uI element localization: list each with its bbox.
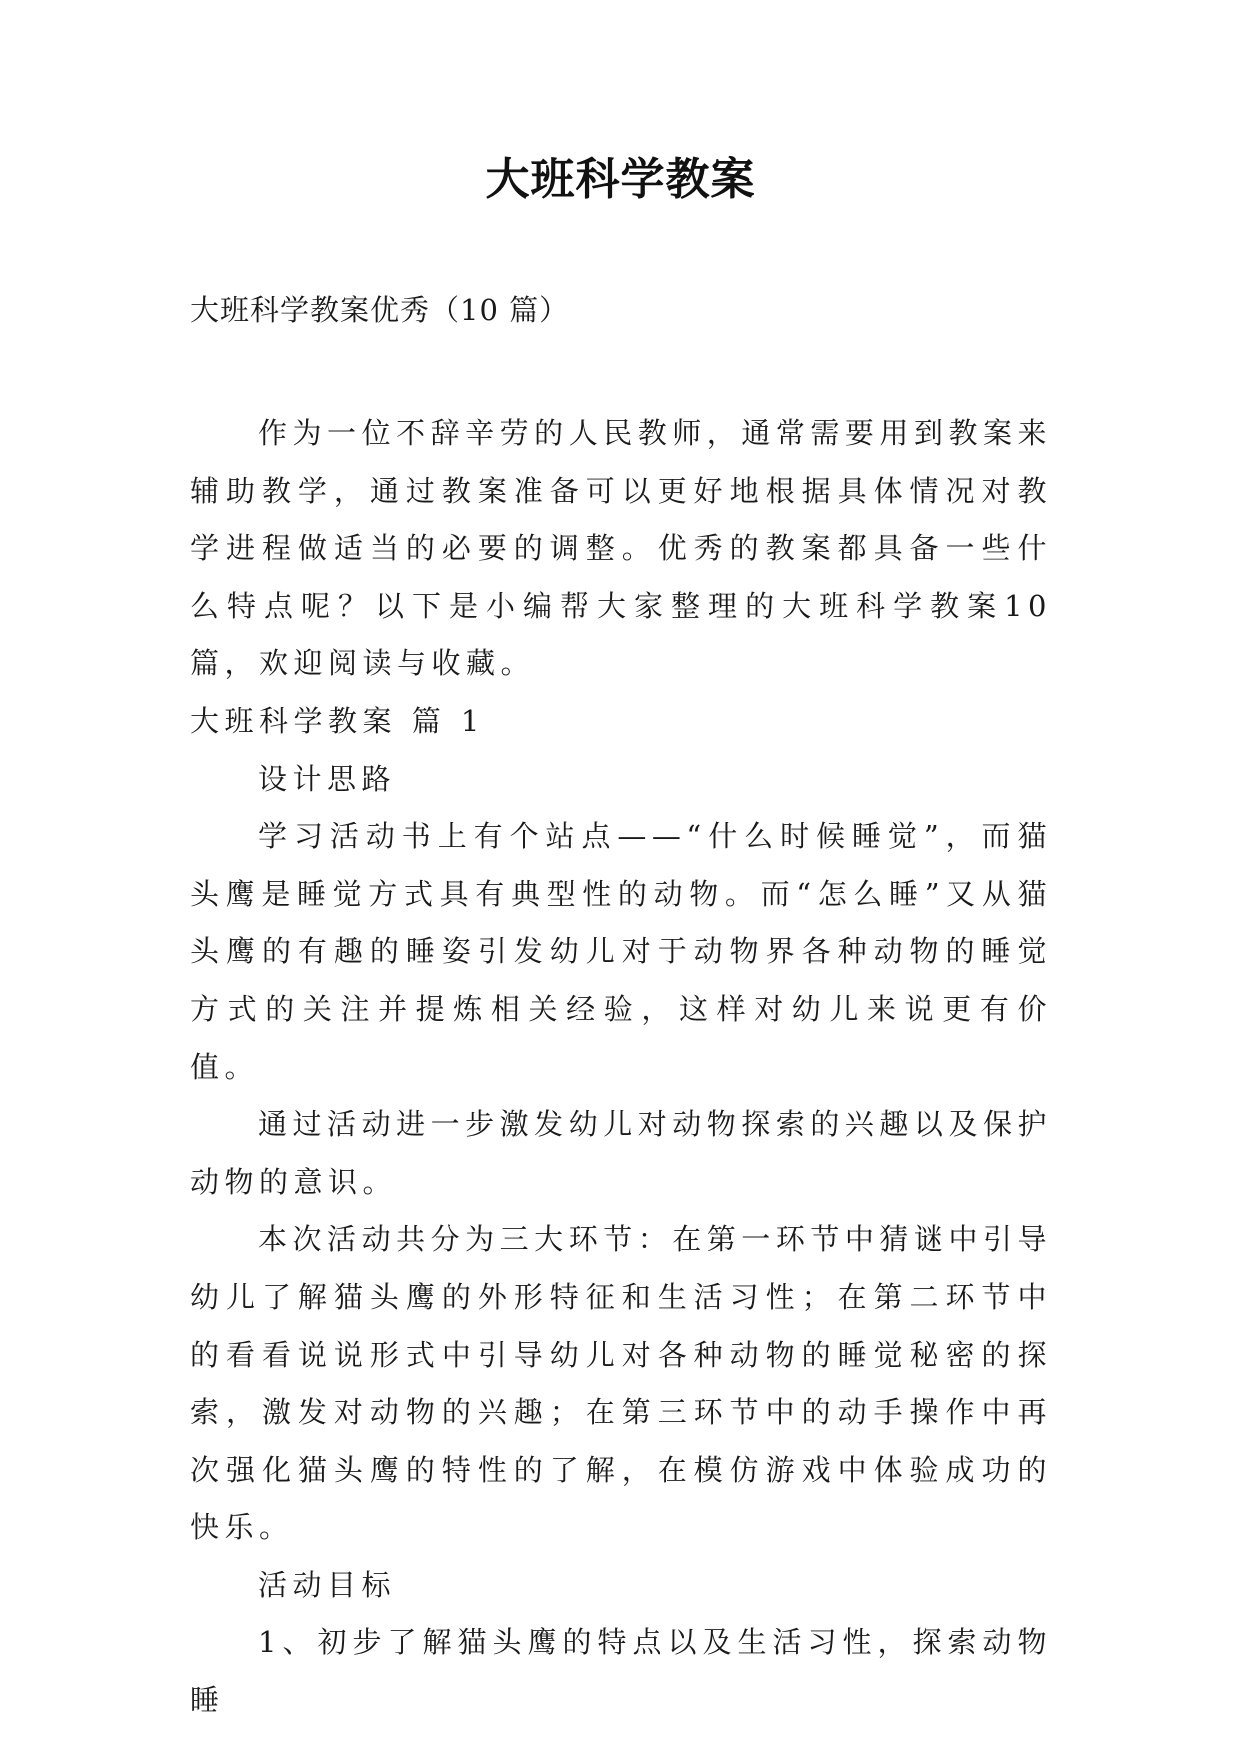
design-paragraph-2: 通过活动进一步激发幼儿对动物探索的兴趣以及保护动物的意识。: [190, 1107, 1052, 1199]
goal-item-1: 1、初步了解猫头鹰的特点以及生活习性，探索动物睡: [190, 1625, 1052, 1718]
intro-paragraph: 作为一位不辞辛劳的人民教师，通常需要用到教案来辅助教学，通过教案准备可以更好地根据具体情况对教学进程做适当的必要的调整。优秀的教案都具备一些什么特点呢？以下是小编帮大家整理的大班科学教案10 篇，欢迎阅读与收藏。: [190, 416, 1052, 681]
section-heading: 大班科学教案 篇 1: [190, 703, 485, 738]
document-subtitle: 大班科学教案优秀（10 篇）: [190, 293, 570, 327]
document-title: 大班科学教案: [485, 154, 756, 205]
design-heading: 设计思路: [258, 761, 397, 796]
goals-heading: 活动目标: [258, 1567, 397, 1602]
document-body: [190, 405, 1052, 1730]
design-paragraph-3: 本次活动共分为三大环节：在第一环节中猜谜中引导幼儿了解猫头鹰的外形特征和生活习性；在第二环节中的看看说说形式中引导幼儿对各种动物的睡觉秘密的探索，激发对动物的兴趣；在第三环节中的动手操作中再次强化猫头鹰的特性的了解，在模仿游戏中体验成功的快乐。: [190, 1222, 1052, 1545]
design-paragraph-1: 学习活动书上有个站点——“什么时候睡觉”，而猫头鹰是睡觉方式具有典型性的动物。而“怎么睡”又从猫头鹰的有趣的睡姿引发幼儿对于动物界各种动物的睡觉方式的关注并提炼相关经验，这样对幼儿来说更有价值。: [190, 819, 1052, 1084]
